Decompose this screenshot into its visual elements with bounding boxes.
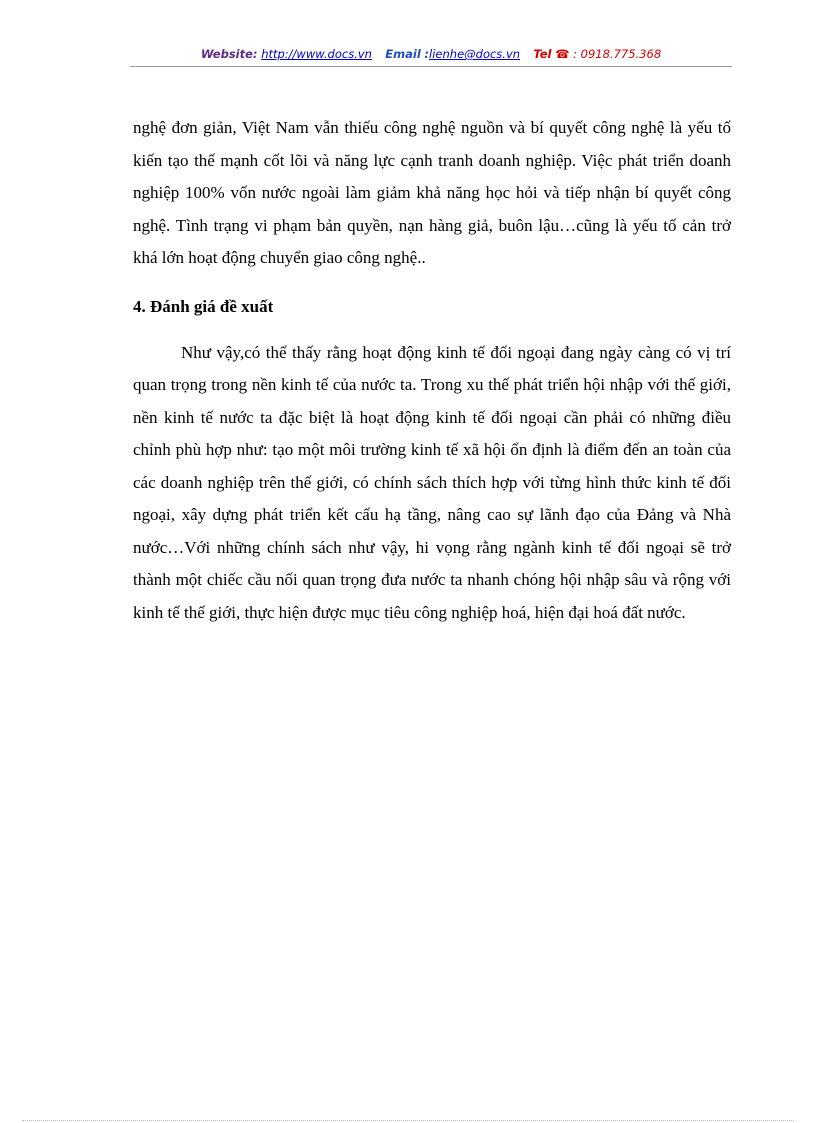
website-link[interactable]: http://www.docs.vn: [261, 47, 372, 61]
email-link[interactable]: lienhe@docs.vn: [429, 47, 521, 61]
header-divider: [130, 66, 732, 67]
paragraph-continuation: nghệ đơn giản, Việt Nam vẫn thiếu công nghệ nguồn và bí quyết công nghệ là yếu tố kiến tạo thế mạnh cốt lõi và năng lực cạnh tranh doanh nghiệp. Việc phát triển doanh nghiệp 100% vốn nước ngoài làm giảm khả năng học hỏi và tiếp nhận bí quyết công nghệ. Tình trạng vi phạm bản quyền, nạn hàng giả, buôn lậu…cũng là yếu tố cản trở khá lớn hoạt động chuyển giao công nghệ..: [133, 118, 731, 267]
tel-colon: :: [573, 47, 577, 61]
footer-divider: [22, 1120, 794, 1121]
phone-icon: ☎: [555, 47, 570, 61]
tel-label: Tel: [533, 47, 552, 61]
page-header: [130, 47, 732, 61]
tel-number: 0918.775.368: [580, 47, 662, 61]
website-colon: :: [252, 47, 258, 61]
paragraph-conclusion: Như vậy,có thể thấy rằng hoạt động kinh tế đối ngoại đang ngày càng có vị trí quan trọng trong nền kinh tế của nước ta. Trong xu thế phát triển hội nhập với thế giới, nền kinh tế nước ta đặc biệt là hoạt động kinh tế đối ngoại cần phải có những điều chỉnh phù hợp như: tạo một môi trường kinh tế xã hội ổn định là điểm đến an toàn của các doanh nghiệp trên thế giới, có chính sách thích hợp với từng hình thức kinh tế đối ngoại, xây dựng phát triển kết cấu hạ tầng, nâng cao sự lãnh đạo của Đảng và Nhà nước…Với những chính sách như vậy, hi vọng rằng ngành kinh tế đối ngoại sẽ trở thành một chiếc cầu nối quan trọng đưa nước ta nhanh chóng hội nhập sâu và rộng với kinh tế thế giới, thực hiện được mục tiêu công nghiệp hoá, hiện đại hoá đất nước.: [133, 342, 731, 622]
website-label: Website: [200, 47, 253, 61]
document-body: [133, 112, 731, 629]
section-heading: 4. Đánh giá đề xuất: [133, 296, 274, 316]
email-label: Email: [385, 47, 421, 61]
email-colon: :: [424, 47, 430, 61]
